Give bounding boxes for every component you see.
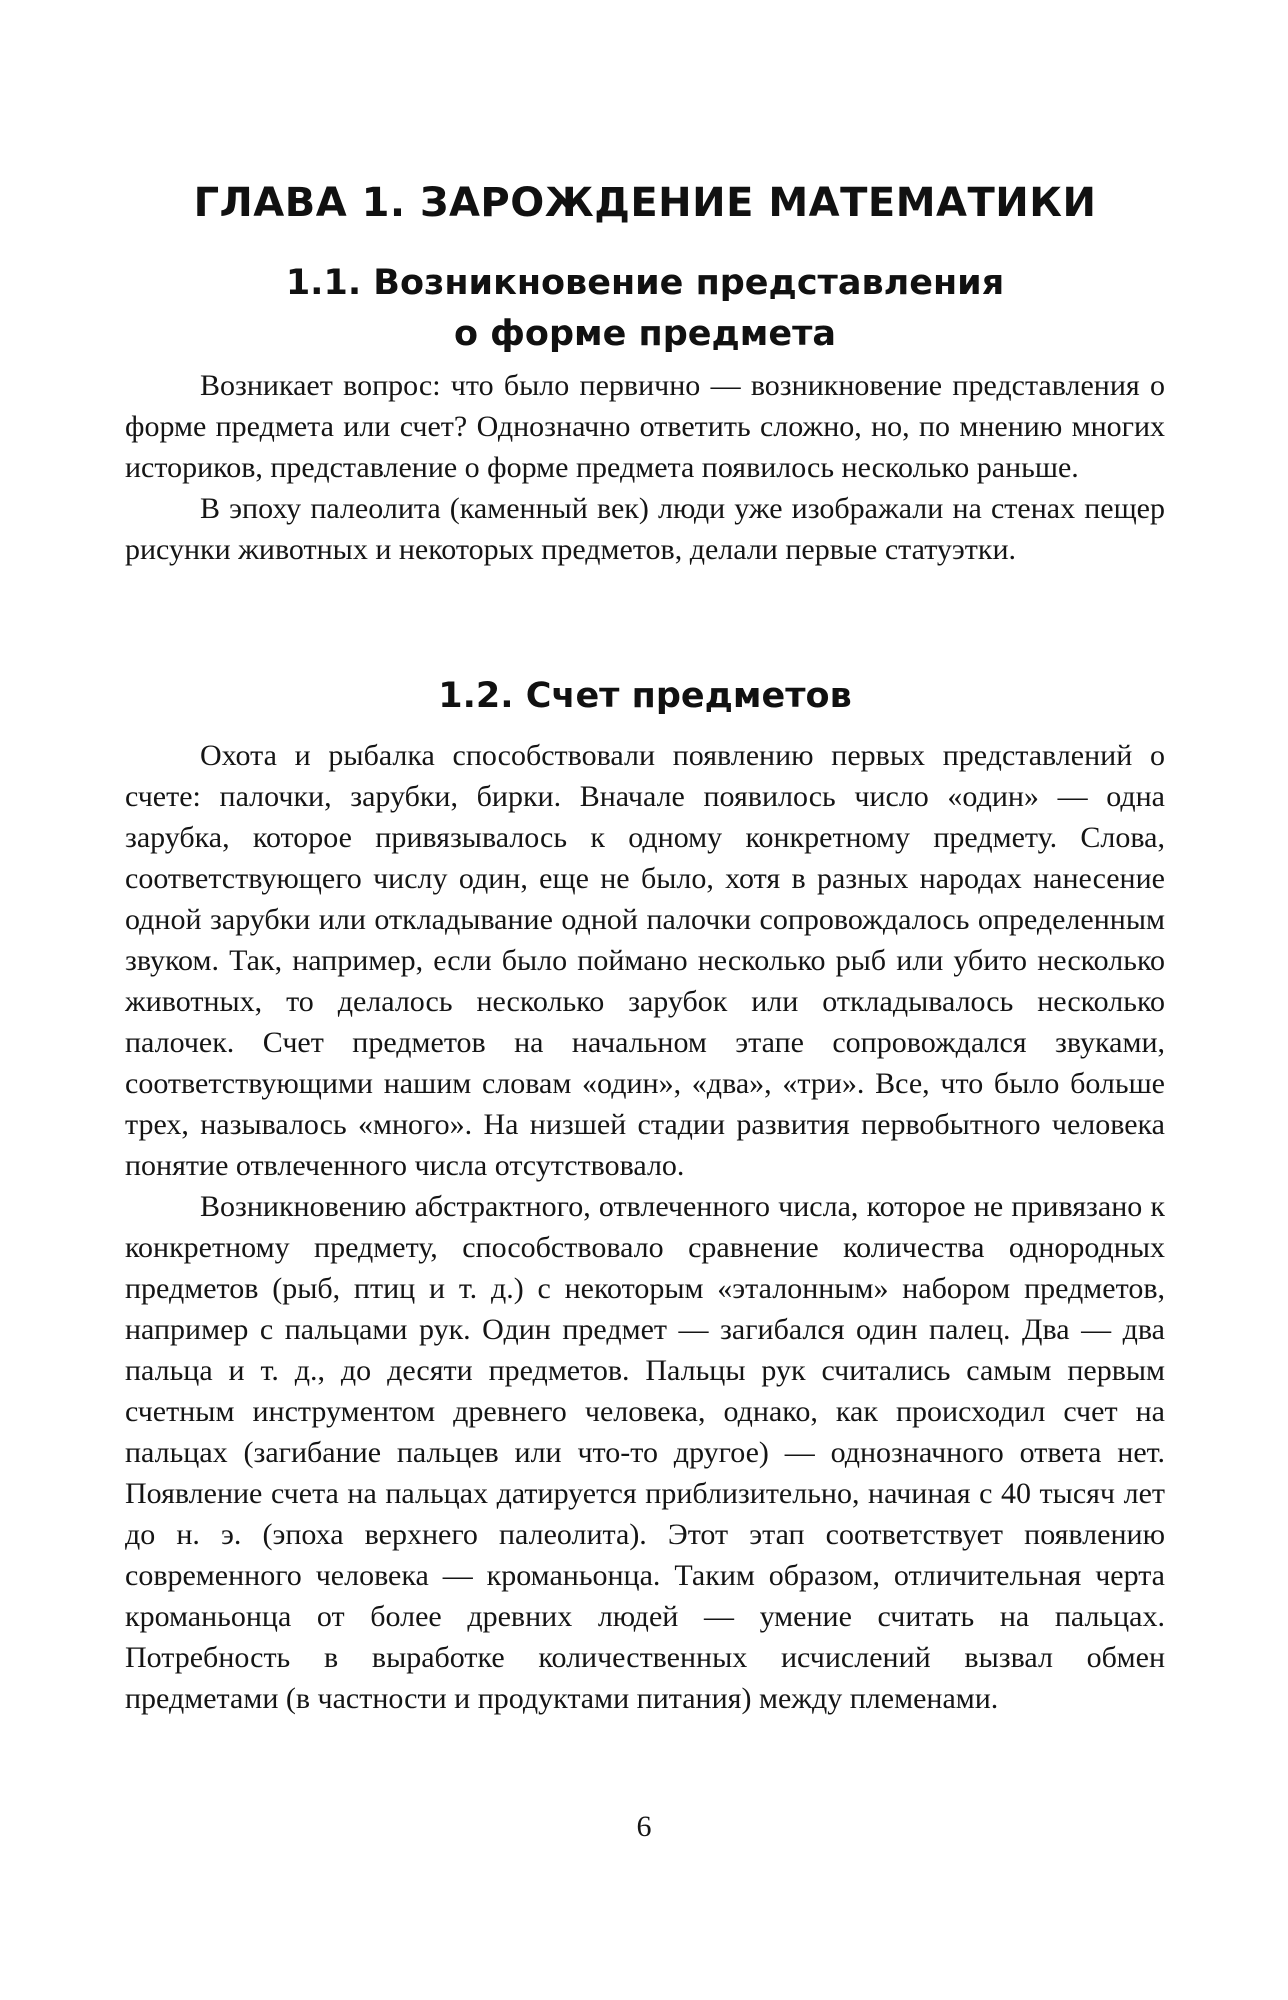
section-1-title-line-2: о форме предмета [453,314,837,354]
section-2-body [125,735,1165,1719]
section-1-title [125,258,1165,360]
section-2-title: 1.2. Счет предметов [438,676,852,716]
section-2-paragraph-2: Возникновению абстрактного, отвлеченного числа, которое не привязано к конкретному предмету, способствовало сравнение количества однородных предметов (рыб, птиц и т. д.) с некоторым «эталонным» набором предметов, например с пальцами рук. Один предмет — загибался один палец. Два — два пальца и т. д., до десяти предметов. Пальцы рук считались самым первым счетным инструментом древнего человека, однако, как происходил счет на пальцах (загибание пальцев или что-то другое) — однозначного ответа нет. Появление счета на пальцах датируется приблизительно, начиная с 40 тысяч лет до н. э. (эпоха верхнего палеолита). Этот этап соответствует появлению современного человека — кроманьонца. Таким образом, отличительная черта кроманьонца от более древних людей — умение считать на пальцах. Потребность в выработке количественных исчислений вызвал обмен предметами (в частности и продуктами питания) между племенами. [125,1190,1165,1715]
section-2-paragraph-1: Охота и рыбалка способствовали появлению первых представлений о счете: палочки, зарубки, бирки. Вначале появилось число «один» — одна зарубка, которое привязывалось к одному конкретному предмету. Слова, соответствующего числу один, еще не было, хотя в разных народах нанесение одной зарубки или откладывание одной палочки сопровождалось определенным звуком. Так, например, если было поймано несколько рыб или убито несколько животных, то делалось несколько зарубок или откладывалось несколько палочек. Счет предметов на начальном этапе сопровождался звуками, соответствующими нашим словам «один», «два», «три». Все, что было больше трех, называлось «много». На низшей стадии развития первобытного человека понятие отвлеченного числа отсутствовало. [125,739,1165,1182]
section-1-body [125,365,1165,570]
section-1-paragraph-2: В эпоху палеолита (каменный век) люди уже изображали на стенах пещер рисунки животных и некоторых предметов, делали первые статуэтки. [125,492,1165,566]
page-number: 6 [636,1810,652,1843]
section-1-paragraph-1: Возникает вопрос: что было первично — возникновение представления о форме предмета или счет? Однозначно ответить сложно, но, по мнению многих историков, представление о форме предмета появилось несколько раньше. [125,369,1165,484]
chapter-title: ГЛАВА 1. ЗАРОЖДЕНИЕ МАТЕМАТИКИ [193,180,1097,226]
section-1-title-line-1: 1.1. Возникновение представления [285,263,1005,303]
